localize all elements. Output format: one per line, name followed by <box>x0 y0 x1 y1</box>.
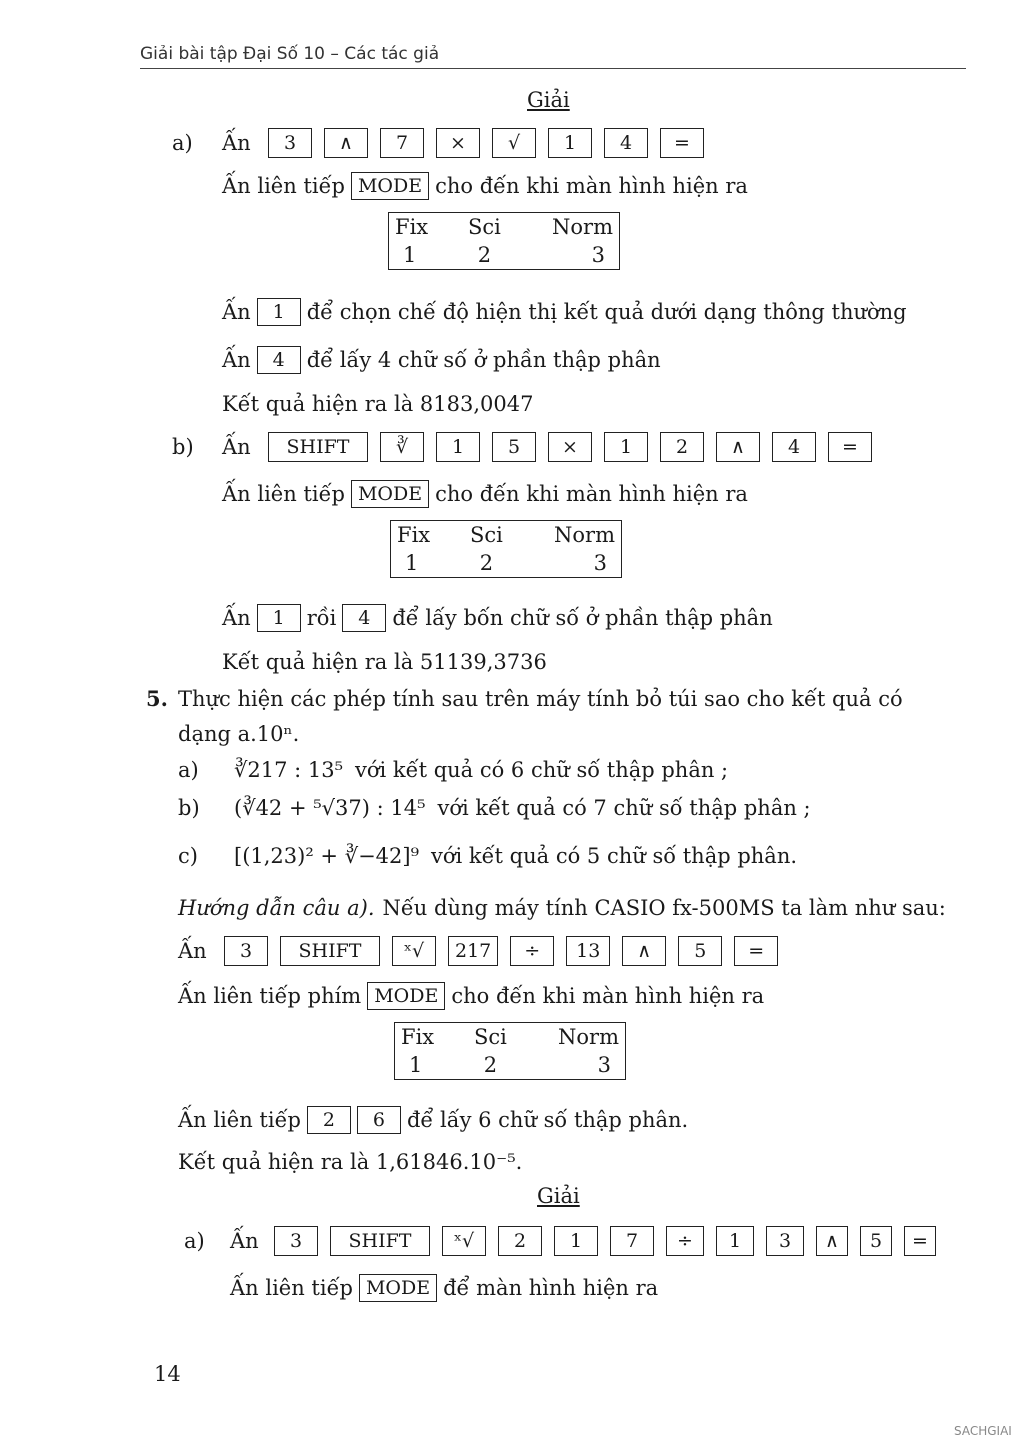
key-equals: = <box>904 1226 936 1256</box>
key-3: 3 <box>224 936 268 966</box>
key-4: 4 <box>772 432 816 462</box>
sol1-a-keys-line <box>172 128 716 158</box>
key-1: 1 <box>257 604 301 632</box>
item-label: a) <box>172 131 193 155</box>
solution-heading: Giải <box>537 1184 580 1208</box>
key-7: 7 <box>380 128 424 158</box>
guide-mode-line: Ấn liên tiếp phím MODE cho đến khi màn hình hiện ra <box>178 984 765 1008</box>
key-caret: ∧ <box>622 936 666 966</box>
key-5: 5 <box>860 1226 892 1256</box>
press-word: Ấn <box>222 300 251 324</box>
key-sqrt: √ <box>492 128 536 158</box>
key-6: 6 <box>357 1106 401 1134</box>
exercise-text: Thực hiện các phép tính sau trên máy tính bỏ túi sao cho kết quả có <box>178 686 903 711</box>
key-xroot: ˣ√ <box>392 936 436 966</box>
guide-keys-line: Ấn 3 SHIFT ˣ√ 217 ÷ 13 ∧ 5 = <box>178 936 790 966</box>
key-cbrt: ∛ <box>380 432 424 462</box>
key-1: 1 <box>548 128 592 158</box>
key-3: 3 <box>274 1226 318 1256</box>
key-2: 2 <box>307 1106 351 1134</box>
key-2: 2 <box>498 1226 542 1256</box>
key-caret: ∧ <box>324 128 368 158</box>
sol1-b-press-line <box>222 604 773 632</box>
sol1-press1-line <box>222 298 907 326</box>
math-expression: (∛42 + ⁵√37) : 14⁵ <box>234 796 426 820</box>
sol1-mode-line <box>222 172 748 200</box>
solution-heading: Giải <box>527 88 570 112</box>
key-13: 13 <box>566 936 610 966</box>
mode-display-box: Fix Sci Norm 1 2 3 <box>390 520 622 578</box>
instruction-text: cho đến khi màn hình hiện ra <box>435 482 748 506</box>
key-xroot: ˣ√ <box>442 1226 486 1256</box>
instruction-text: để lấy 4 chữ số ở phần thập phân <box>306 348 661 372</box>
exercise-5-line1 <box>146 686 903 711</box>
result-b: Kết quả hiện ra là 51139,3736 <box>222 650 547 674</box>
mode-display-box: Fix Sci Norm 1 2 3 <box>388 212 620 270</box>
guide-press2-line: Ấn liên tiếp 2 6 để lấy 6 chữ số thập phân. <box>178 1108 689 1132</box>
key-5: 5 <box>492 432 536 462</box>
guide-result: Kết quả hiện ra là 1,61846.10⁻⁵. <box>178 1150 523 1174</box>
key-1: 1 <box>716 1226 754 1256</box>
key-caret: ∧ <box>816 1226 848 1256</box>
key-5: 5 <box>678 936 722 966</box>
mode-display-box: Fix Sci Norm 1 2 3 <box>394 1022 626 1080</box>
key-multiply: × <box>436 128 480 158</box>
running-header: Giải bài tập Đại Số 10 – Các tác giả <box>140 44 966 69</box>
key-equals: = <box>828 432 872 462</box>
key-equals: = <box>660 128 704 158</box>
item-label: b) <box>172 435 194 459</box>
key-divide: ÷ <box>666 1226 704 1256</box>
press-word: Ấn <box>222 435 251 459</box>
key-4: 4 <box>257 346 301 374</box>
sol1-b-mode-line <box>222 480 748 508</box>
key-3: 3 <box>766 1226 804 1256</box>
key-1: 1 <box>436 432 480 462</box>
press-word: Ấn <box>222 348 251 372</box>
page-number: 14 <box>154 1362 181 1386</box>
exercise-item-c: c) [(1,23)² + ∛−42]⁹ với kết quả có 5 chữ số thập phân. <box>178 844 798 868</box>
instruction-text: cho đến khi màn hình hiện ra <box>435 174 748 198</box>
key-caret: ∧ <box>716 432 760 462</box>
key-shift: SHIFT <box>268 432 368 462</box>
instruction-text: để lấy bốn chữ số ở phần thập phân <box>392 606 773 630</box>
key-multiply: × <box>548 432 592 462</box>
key-4: 4 <box>604 128 648 158</box>
sol1-press4-line <box>222 346 661 374</box>
key-shift: SHIFT <box>330 1226 430 1256</box>
key-equals: = <box>734 936 778 966</box>
result-a: Kết quả hiện ra là 8183,0047 <box>222 392 534 416</box>
guide-line: Hướng dẫn câu a). Nếu dùng máy tính CASIO fx-500MS ta làm như sau: <box>178 896 946 920</box>
key-4: 4 <box>342 604 386 632</box>
key-mode: MODE <box>351 172 429 200</box>
exercise-item-b: b) (∛42 + ⁵√37) : 14⁵ với kết quả có 7 chữ số thập phân ; <box>178 796 811 820</box>
key-3: 3 <box>268 128 312 158</box>
instruction-text: để chọn chế độ hiện thị kết quả dưới dạng thông thường <box>306 300 907 324</box>
exercise-item-a: a) ∛217 : 13⁵ với kết quả có 6 chữ số thập phân ; <box>178 758 729 782</box>
key-1: 1 <box>604 432 648 462</box>
key-mode: MODE <box>367 982 445 1010</box>
watermark-logo: SACHGIAI <box>954 1424 1012 1438</box>
key-7: 7 <box>610 1226 654 1256</box>
instruction-text: rồi <box>306 606 337 630</box>
press-word: Ấn <box>222 606 251 630</box>
sol2-a-keys-line: a) Ấn 3 SHIFT ˣ√ 2 1 7 ÷ 1 3 ∧ 5 = <box>184 1226 936 1256</box>
key-shift: SHIFT <box>280 936 380 966</box>
key-mode: MODE <box>351 480 429 508</box>
instruction-text: Ấn liên tiếp <box>222 482 345 506</box>
press-word: Ấn <box>222 131 251 155</box>
exercise-5-line2: dạng a.10ⁿ. <box>178 722 300 746</box>
instruction-text: Ấn liên tiếp <box>222 174 345 198</box>
sol2-mode-line: Ấn liên tiếp MODE để màn hình hiện ra <box>230 1276 659 1300</box>
exercise-number: 5. <box>146 686 168 711</box>
guide-title: Hướng dẫn câu a). <box>178 896 375 920</box>
math-expression: [(1,23)² + ∛−42]⁹ <box>234 844 420 868</box>
key-1: 1 <box>554 1226 598 1256</box>
sol1-b-keys-line <box>172 432 884 462</box>
math-expression: ∛217 : 13⁵ <box>234 758 344 782</box>
key-mode: MODE <box>359 1274 437 1302</box>
key-2: 2 <box>660 432 704 462</box>
key-217: 217 <box>448 936 498 966</box>
key-1: 1 <box>257 298 301 326</box>
key-divide: ÷ <box>510 936 554 966</box>
